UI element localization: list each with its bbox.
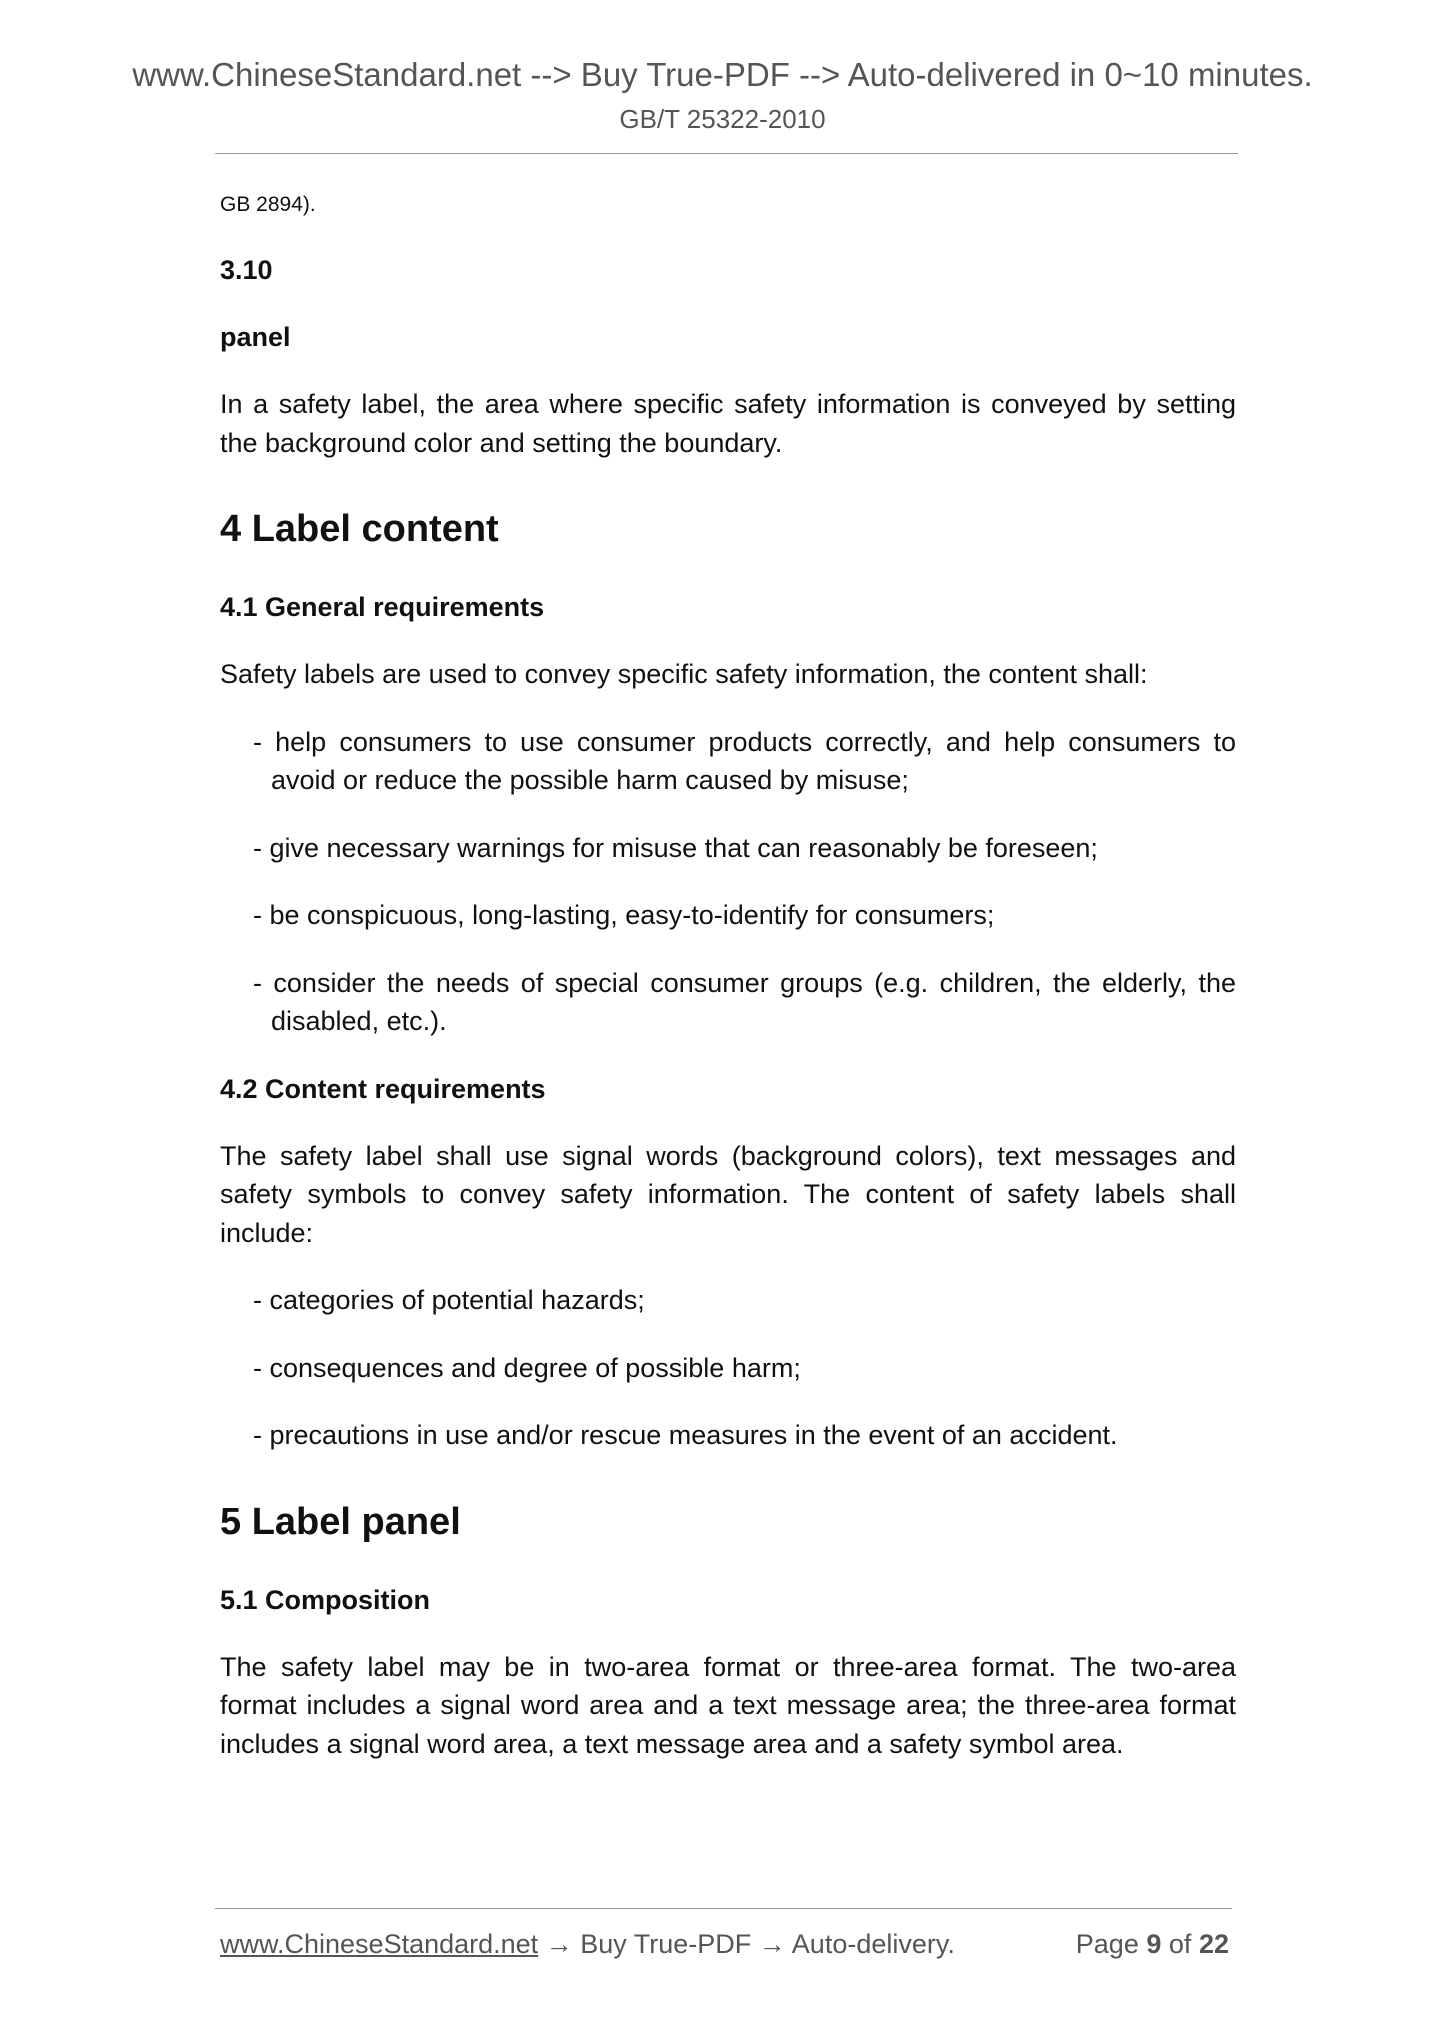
- arrow-right-icon: →: [758, 1929, 786, 1959]
- list-item: - consider the needs of special consumer groups (e.g. children, the elderly, the disabled, etc.).: [253, 967, 1236, 1036]
- section-5-1-heading: 5.1 Composition: [220, 1584, 431, 1615]
- list-item: - give necessary warnings for misuse that can reasonably be foreseen;: [253, 832, 1098, 863]
- list-item: - categories of potential hazards;: [253, 1285, 645, 1315]
- footer-delivery-text: Auto-delivery.: [791, 1929, 955, 1959]
- term-definition: In a safety label, the area where specific safety information is conveyed by setting the background color and setting the boundary.: [220, 389, 1236, 458]
- header-banner: www.ChineseStandard.net --> Buy True-PDF --> Auto-delivered in 0~10 minutes.: [132, 56, 1313, 93]
- document-code: GB/T 25322-2010: [619, 104, 826, 134]
- section-4-2-heading: 4.2 Content requirements: [220, 1073, 546, 1104]
- section-5-heading: 5 Label panel: [220, 1500, 461, 1543]
- footer-site-link[interactable]: www.ChineseStandard.net: [220, 1929, 539, 1959]
- section-4-1-heading: 4.1 General requirements: [220, 592, 545, 622]
- footer-buy-text: Buy True-PDF: [580, 1929, 752, 1959]
- list-item: - be conspicuous, long-lasting, easy-to-identify for consumers;: [253, 900, 995, 930]
- section-4-2-list: [220, 1281, 1236, 1455]
- page-indicator: [1076, 1929, 1229, 1960]
- list-item: - consequences and degree of possible harm;: [253, 1352, 801, 1383]
- total-pages: 22: [1198, 1929, 1229, 1959]
- page-label: Page: [1075, 1929, 1139, 1959]
- footer-links: [220, 1929, 955, 1960]
- list-item: - help consumers to use consumer products correctly, and help consumers to avoid or reduce the possible harm caused by misuse;: [253, 726, 1236, 795]
- section-4-1-intro: Safety labels are used to convey specific safety information, the content shall:: [220, 659, 1148, 689]
- continuation-text: GB 2894).: [220, 193, 316, 216]
- section-4-heading: 4 Label content: [220, 508, 499, 550]
- term-name: panel: [220, 322, 291, 352]
- term-number: 3.10: [220, 255, 273, 285]
- page-number: 9: [1146, 1929, 1162, 1959]
- page-content: [220, 190, 1236, 1792]
- section-5-1-text: The safety label may be in two-area format or three-area format. The two-area format includes a signal word area and a text message area; the three-area format includes a signal word area, a text message area and a safety symbol area.: [220, 1651, 1236, 1759]
- header-divider: [215, 153, 1238, 154]
- arrow-right-icon: →: [545, 1929, 573, 1959]
- of-label: of: [1168, 1929, 1192, 1959]
- list-item: - precautions in use and/or rescue measures in the event of an accident.: [253, 1420, 1118, 1450]
- footer-divider: [215, 1908, 1232, 1909]
- section-4-2-intro: The safety label shall use signal words (background colors), text messages and safety symbols to convey safety information. The content of safety labels shall include:: [220, 1140, 1236, 1248]
- section-4-1-list: [220, 723, 1236, 1041]
